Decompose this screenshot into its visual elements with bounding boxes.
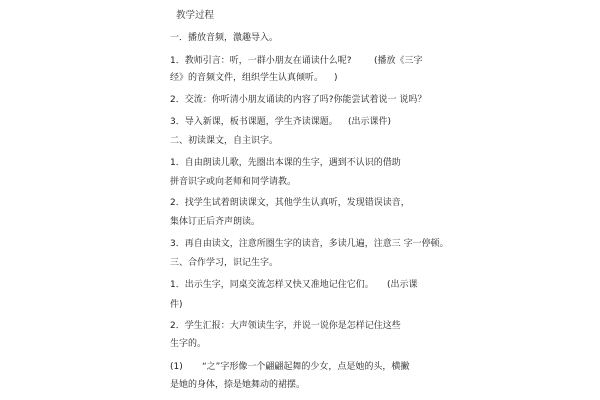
- paragraph-line: 3．导入新课，板书课题，学生齐读课题。: [170, 117, 338, 127]
- paragraph-line: 生字的。: [170, 339, 207, 349]
- paragraph-line: 2．交流：你听清小朋友诵读的内容了吗?你能尝试着说一 说吗？: [170, 95, 427, 105]
- paragraph-line: 1．自由朗读儿歌，先圈出本课的生字，遇到不认识的借助: [170, 158, 401, 168]
- paragraph-line: 1．出示生字，同桌交流怎样又快又准地记住它们。: [170, 280, 374, 290]
- section-title: 教学过程: [176, 10, 215, 21]
- paragraph-line: 拼音识字或向老师和同学请教。: [170, 177, 297, 187]
- paragraph-line: “之”字形像一个翩翩起舞的少女，点是她的头，横撇: [202, 362, 410, 372]
- paragraph-note: ): [334, 73, 338, 83]
- paragraph-note: (播放《三字: [374, 56, 423, 66]
- paragraph-line: 2．找学生试着朗读课文，其他学生认真听，发现错误读音，: [170, 198, 410, 208]
- paragraph-note: (出示课: [387, 280, 418, 290]
- list-marker: (1): [170, 362, 183, 372]
- heading-step-1: 一．播放音频，激趣导入。: [170, 33, 279, 43]
- paragraph-note: 件): [170, 300, 183, 310]
- paragraph-line: 1．教师引言：听，一群小朋友在诵读什么呢?: [170, 56, 352, 66]
- paragraph-note: (出示课件): [348, 117, 392, 127]
- paragraph-line: 2．学生汇报：大声领读生字，并说一说你是怎样记住这些: [170, 321, 401, 331]
- paragraph-line: 是她的身体，捺是她舞动的裙摆。: [170, 380, 306, 390]
- paragraph-line: 3．再自由读文，注意所圈生字的读音，多读几遍，注意三 字一停顿。: [170, 239, 449, 249]
- paragraph-line: 经》的音频文件，组织学生认真倾听。: [170, 73, 324, 83]
- paragraph-line: 集体订正后齐声朗读。: [170, 217, 261, 227]
- heading-step-3: 三、合作学习，识记生字。: [170, 258, 279, 268]
- heading-step-2: 二、初读课文，自主识字。: [170, 136, 279, 146]
